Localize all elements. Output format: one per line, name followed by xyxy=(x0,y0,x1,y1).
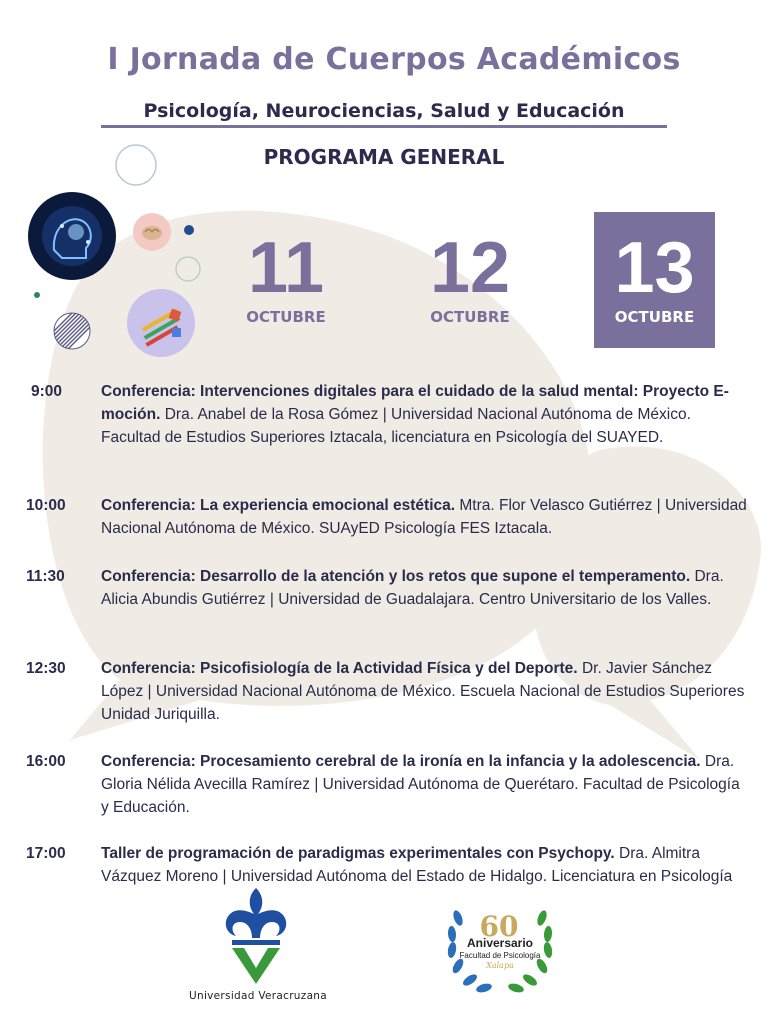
digital-brain-head-icon xyxy=(26,190,118,282)
date-12-october xyxy=(410,230,530,340)
small-outline-circle-icon xyxy=(174,255,202,283)
anniversary-faculty: Facultad de Psicología xyxy=(459,951,541,960)
blue-dot-icon xyxy=(183,224,195,236)
schedule-description xyxy=(101,565,751,611)
striped-circle-icon xyxy=(53,312,91,350)
schedule-time: 10:00 xyxy=(26,497,66,514)
session-speaker: Dr. Javier Sánchez López | Universidad Nacional Autónoma de México. Escuela Nacional de Estudios Superiores Unidad Juriquilla. xyxy=(101,660,745,723)
session-speaker: Dra. Gloria Nélida Avecilla Ramírez | Universidad Autónoma de Querétaro. Facultad de Psicología y Educación. xyxy=(101,753,740,816)
date-month: OCTUBRE xyxy=(614,308,695,326)
session-title: Conferencia: La experiencia emocional estética. xyxy=(101,497,456,514)
schedule-description xyxy=(101,657,751,726)
session-speaker: Dra. Anabel de la Rosa Gómez | Universidad Nacional Autónoma de México. Facultad de Estudios Superiores Iztacala, licenciatura en Psicología del SUAYED. xyxy=(101,406,691,446)
program-heading: PROGRAMA GENERAL xyxy=(263,145,505,169)
schedule-time: 9:00 xyxy=(31,383,63,400)
schedule-time: 12:30 xyxy=(26,660,66,677)
anniversary-number: 60 xyxy=(479,910,519,943)
date-11-october xyxy=(226,230,346,340)
universidad-veracruzana-label: Universidad Veracruzana xyxy=(189,990,327,1002)
schedule-description xyxy=(101,750,751,819)
universidad-veracruzana-logo xyxy=(218,886,294,986)
schedule-time: 16:00 xyxy=(26,753,66,770)
date-day: 13 xyxy=(614,228,695,308)
session-speaker: Mtra. Flor Velasco Gutiérrez | Universidad Nacional Autónoma de México. SUAyED Psicología FES Iztacala. xyxy=(101,497,747,537)
title-divider xyxy=(101,125,667,128)
session-speaker: Dra. Almitra Vázquez Moreno | Universidad Autónoma del Estado de Hidalgo. Licenciatura en Psicología xyxy=(101,845,733,885)
schedule-time: 17:00 xyxy=(26,845,66,862)
session-title: Conferencia: Procesamiento cerebral de la ironía en la infancia y la adolescencia. xyxy=(101,753,701,770)
colored-pencils-icon xyxy=(126,288,196,358)
date-day: 12 xyxy=(429,228,511,308)
event-title: I Jornada de Cuerpos Académicos xyxy=(107,42,681,77)
schedule-description xyxy=(101,494,751,540)
green-dot-icon xyxy=(33,291,41,299)
session-title: Conferencia: Psicofisiología de la Actividad Física y del Deporte. xyxy=(101,660,578,677)
schedule-description xyxy=(101,842,751,888)
session-speaker: Dra. Alicia Abundis Gutiérrez | Universidad de Guadalajara. Centro Universitario de los Valles. xyxy=(101,568,724,608)
schedule-description xyxy=(101,380,751,449)
session-title: Conferencia: Desarrollo de la atención y los retos que supone el temperamento. xyxy=(101,568,691,585)
outline-circle-icon xyxy=(114,143,158,187)
anniversary-word: Aniversario xyxy=(466,936,534,950)
brain-model-icon xyxy=(132,212,172,252)
date-day: 11 xyxy=(247,228,325,308)
date-month: OCTUBRE xyxy=(246,308,326,326)
schedule-time: 11:30 xyxy=(26,568,65,585)
event-subtitle: Psicología, Neurociencias, Salud y Educación xyxy=(143,100,625,122)
date-13-october-active xyxy=(594,212,715,348)
anniversary-city: Xalapa xyxy=(486,961,514,970)
session-title: Taller de programación de paradigmas experimentales con Psychopy. xyxy=(101,845,615,862)
date-month: OCTUBRE xyxy=(430,308,510,326)
session-title: Conferencia: Intervenciones digitales para el cuidado de la salud mental: Proyecto E-moción. xyxy=(101,383,729,423)
